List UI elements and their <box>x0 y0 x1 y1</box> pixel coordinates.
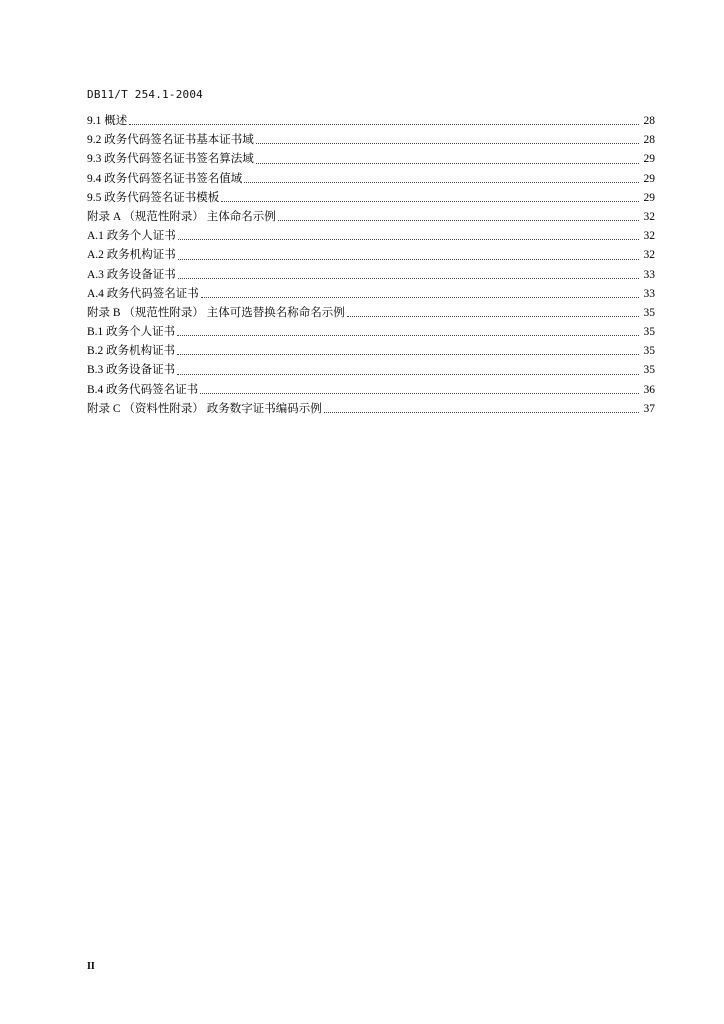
toc-entry-page: 33 <box>643 268 655 281</box>
toc-entry[interactable] <box>87 323 655 342</box>
toc-entry-label: 附录 A （规范性附录） 主体命名示例 <box>87 210 276 223</box>
toc-entry-label: 9.4 政务代码签名证书签名值域 <box>87 172 243 185</box>
toc-entry[interactable] <box>87 266 655 285</box>
toc-entry[interactable] <box>87 381 655 400</box>
toc-entry-page: 33 <box>643 287 655 300</box>
toc-entry[interactable] <box>87 361 655 380</box>
toc-entry-label: B.1 政务个人证书 <box>87 326 176 339</box>
toc-entry[interactable] <box>87 112 655 131</box>
table-of-contents <box>87 112 655 419</box>
toc-dot-leader <box>201 296 639 298</box>
toc-entry-label: A.2 政务机构证书 <box>87 249 176 262</box>
toc-entry-page: 32 <box>643 210 655 223</box>
toc-dot-leader <box>221 200 639 202</box>
toc-entry-label: A.4 政务代码签名证书 <box>87 287 199 300</box>
toc-dot-leader <box>129 123 639 125</box>
toc-entry-page: 32 <box>643 249 655 262</box>
toc-dot-leader <box>256 142 639 144</box>
document-code-header: DB11/T 254.1-2004 <box>87 88 203 101</box>
toc-entry-page: 37 <box>643 402 655 415</box>
toc-entry[interactable] <box>87 150 655 169</box>
toc-dot-leader <box>347 315 639 317</box>
toc-entry-label: B.2 政务机构证书 <box>87 345 176 358</box>
toc-entry-page: 36 <box>643 383 655 396</box>
toc-entry[interactable] <box>87 227 655 246</box>
toc-entry-label: 附录 B （规范性附录） 主体可选替换名称命名示例 <box>87 306 345 319</box>
page-number-footer: II <box>87 961 95 972</box>
toc-dot-leader <box>200 392 639 394</box>
toc-entry-label: A.3 政务设备证书 <box>87 268 176 281</box>
toc-entry-page: 35 <box>643 345 655 358</box>
toc-dot-leader <box>177 373 639 375</box>
toc-entry[interactable] <box>87 189 655 208</box>
toc-entry-label: 9.3 政务代码签名证书签名算法域 <box>87 153 254 166</box>
toc-entry[interactable] <box>87 246 655 265</box>
toc-entry[interactable] <box>87 342 655 361</box>
toc-entry-label: B.3 政务设备证书 <box>87 364 176 377</box>
toc-dot-leader <box>177 353 639 355</box>
toc-entry[interactable] <box>87 131 655 150</box>
toc-entry[interactable] <box>87 400 655 419</box>
toc-entry-page: 29 <box>643 172 655 185</box>
toc-entry-page: 35 <box>643 306 655 319</box>
toc-dot-leader <box>324 411 639 413</box>
toc-entry[interactable] <box>87 170 655 189</box>
toc-dot-leader <box>178 277 639 279</box>
toc-dot-leader <box>177 334 639 336</box>
toc-entry-label: 9.5 政务代码签名证书模板 <box>87 191 220 204</box>
toc-entry[interactable] <box>87 304 655 323</box>
toc-entry-page: 28 <box>643 134 655 147</box>
toc-dot-leader <box>244 181 639 183</box>
toc-entry-label: A.1 政务个人证书 <box>87 230 176 243</box>
toc-dot-leader <box>278 219 639 221</box>
toc-dot-leader <box>178 238 639 240</box>
toc-dot-leader <box>256 162 639 164</box>
toc-entry[interactable] <box>87 208 655 227</box>
toc-entry-label: 9.2 政务代码签名证书基本证书域 <box>87 134 254 147</box>
toc-entry-page: 29 <box>643 153 655 166</box>
toc-entry-page: 28 <box>643 115 655 127</box>
toc-entry-label: B.4 政务代码签名证书 <box>87 383 199 396</box>
toc-entry-page: 29 <box>643 191 655 204</box>
toc-entry-page: 32 <box>643 230 655 243</box>
toc-entry-label: 9.1 概述 <box>87 115 128 127</box>
toc-entry-page: 35 <box>643 364 655 377</box>
toc-entry-page: 35 <box>643 326 655 339</box>
toc-entry-label: 附录 C （资料性附录） 政务数字证书编码示例 <box>87 402 322 415</box>
toc-dot-leader <box>178 258 639 260</box>
toc-entry[interactable] <box>87 285 655 304</box>
